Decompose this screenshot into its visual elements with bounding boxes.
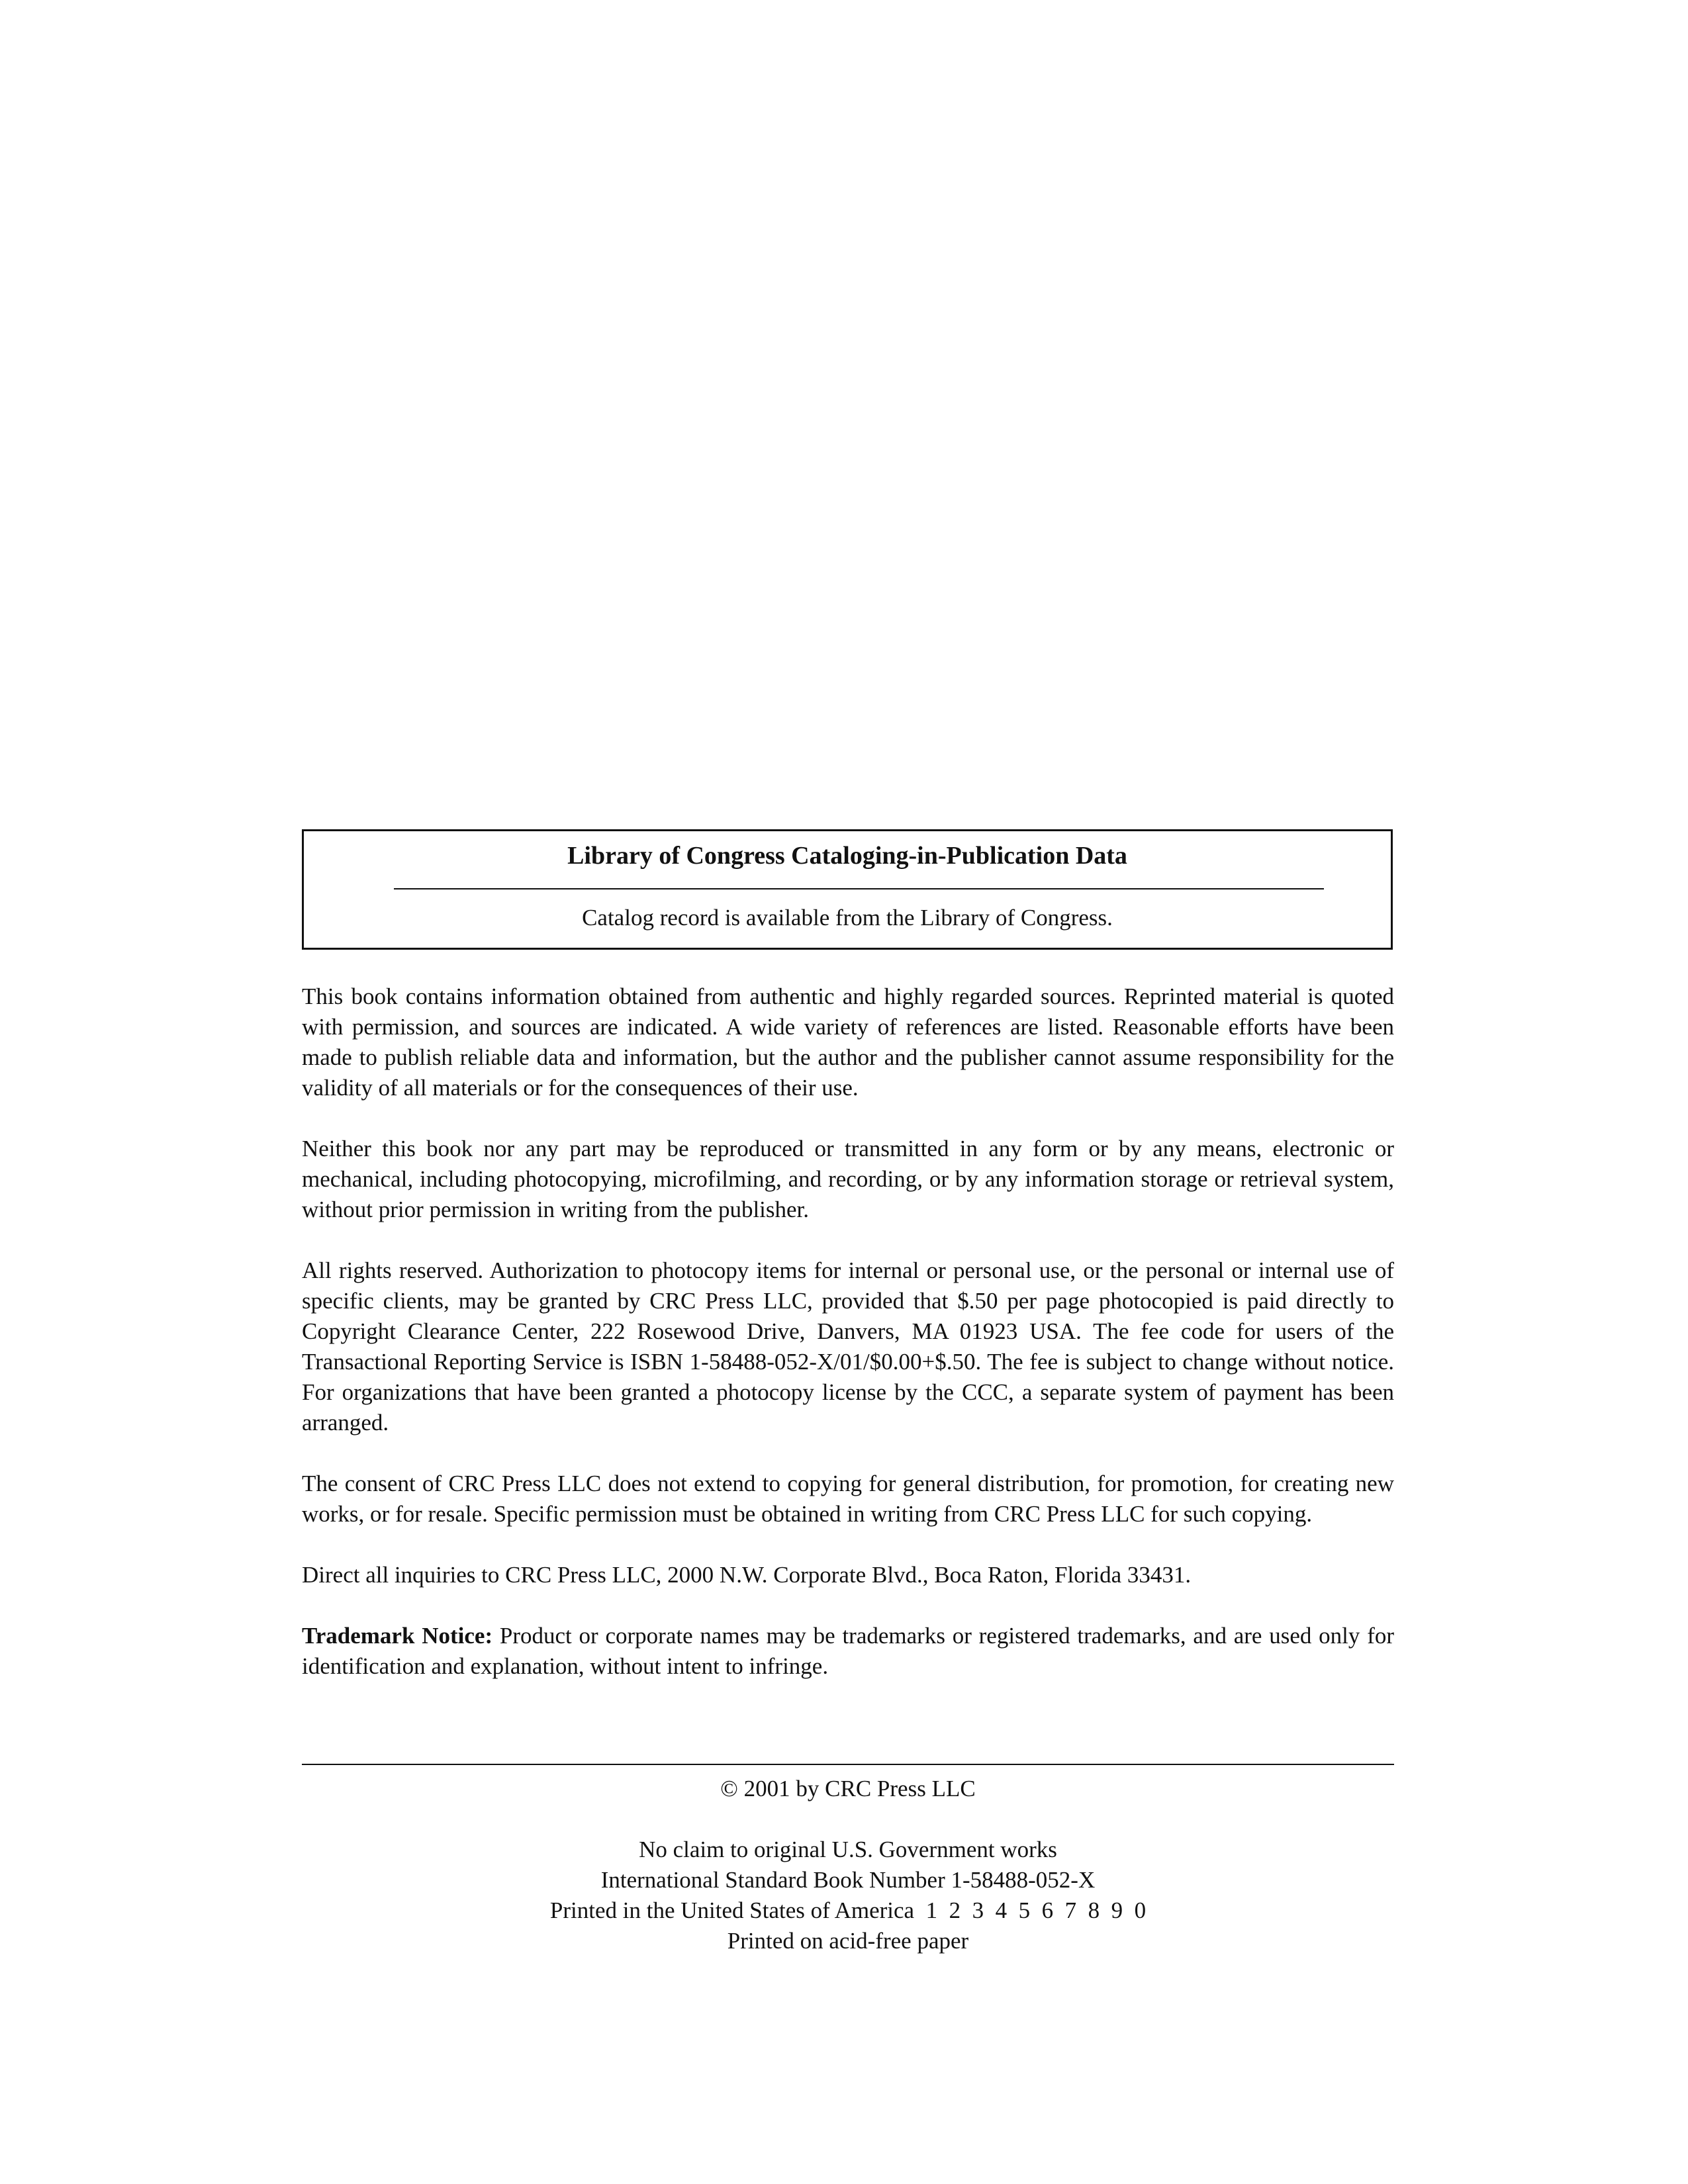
cip-title: Library of Congress Cataloging-in-Publication Data xyxy=(567,842,1127,870)
cip-divider xyxy=(394,888,1324,889)
paragraph-reproduction: Neither this book nor any part may be reproduced or transmitted in any form or by any means, electronic or mechanical, including photocopying, microfilming, and recording, or by any information storage or retrieval system, without prior permission in writing from the publisher. xyxy=(302,1136,1394,1222)
paragraph-rights: All rights reserved. Authorization to photocopy items for internal or personal use, or the personal or internal use of specific clients, may be granted by CRC Press LLC, provided that $.50 per page photocopied is paid directly to Copyright Clearance Center, 222 Rosewood Drive, Danvers, MA 01923 USA. The fee code for users of the Transactional Reporting Service is ISBN 1-58488-052-X/01/$0.00+$.50. The fee is subject to change without notice. For organizations that have been granted a photocopy license by the CCC, a separate system of payment has been arranged. xyxy=(302,1257,1394,1435)
footer-divider xyxy=(302,1764,1394,1765)
paragraph-consent: The consent of CRC Press LLC does not extend to copying for general distribution, for promotion, for creating new works, or for resale. Specific permission must be obtained in writing from CRC Press LLC for such copying. xyxy=(302,1471,1394,1527)
acid-free-line: Printed on acid-free paper xyxy=(727,1928,969,1954)
copyright-notice-body xyxy=(302,981,1394,1712)
paragraph-sources: This book contains information obtained from authentic and highly regarded sources. Reprinted material is quoted with permission, and sources are indicated. A wide variety of references are listed. Reasonable efforts have been made to publish reliable data and information, but the author and the publisher cannot assume responsibility for the validity of all materials or for the consequences of their use. xyxy=(302,983,1394,1101)
cip-box xyxy=(302,829,1393,950)
printed-in-line: Printed in the United States of America 1 2 3 4 5 6 7 8 9 0 xyxy=(549,1897,1147,1923)
trademark-label: Trademark Notice: xyxy=(302,1623,493,1649)
paragraph-inquiries: Direct all inquiries to CRC Press LLC, 2000 N.W. Corporate Blvd., Boca Raton, Florida 33431. xyxy=(302,1562,1192,1588)
paragraph-trademark xyxy=(302,1621,1394,1682)
isbn-line: International Standard Book Number 1-58488-052-X xyxy=(600,1867,1096,1893)
trademark-text: Product or corporate names may be trademarks or registered trademarks, and are used only for identification and explanation, without intent to infringe. xyxy=(302,1623,1394,1679)
government-works-line: No claim to original U.S. Government works xyxy=(639,1837,1057,1862)
publication-footer xyxy=(302,1774,1394,1956)
cip-text: Catalog record is available from the Library of Congress. xyxy=(582,905,1113,931)
footer-spacer xyxy=(302,1804,1394,1835)
copyright-line: © 2001 by CRC Press LLC xyxy=(720,1776,976,1801)
